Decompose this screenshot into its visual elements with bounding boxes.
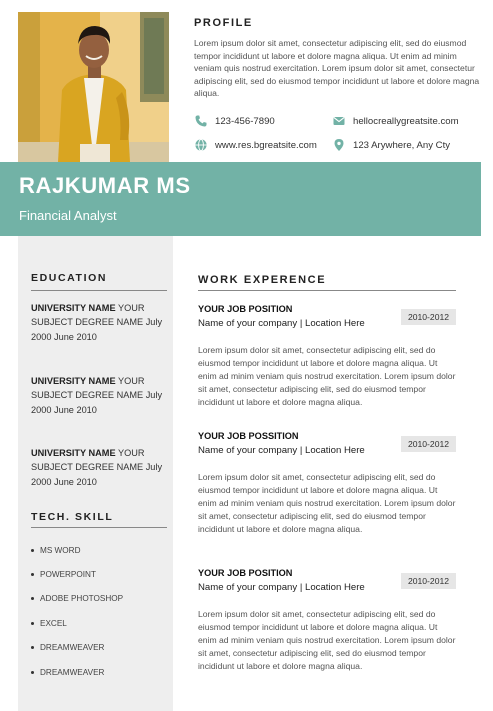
skill-label: DREAMWEAVER (40, 643, 105, 653)
skill-item (31, 587, 171, 611)
bullet-icon (31, 671, 34, 674)
work-divider (198, 290, 456, 291)
skill-item (31, 538, 171, 562)
skill-label: DREAMWEAVER (40, 667, 105, 677)
profile-photo (18, 12, 169, 162)
skill-label: MS WORD (40, 545, 81, 555)
job-position: YOUR JOB POSSITION (198, 431, 299, 441)
email-icon (332, 114, 346, 128)
name-banner (0, 162, 481, 236)
profile-section (194, 17, 484, 100)
skill-label: ADOBE PHOTOSHOP (40, 594, 124, 604)
contact-section (194, 114, 484, 162)
contact-phone (194, 114, 275, 128)
bullet-icon (31, 597, 34, 600)
contact-row (194, 138, 484, 162)
work-title: WORK EXPERENCE (198, 274, 327, 286)
profile-title: PROFILE (194, 17, 253, 29)
skill-item (31, 611, 171, 635)
skill-label: POWERPOINT (40, 570, 96, 580)
contact-website (194, 138, 317, 152)
job-company: Name of your company | Location Here (198, 582, 365, 593)
job-title: Financial Analyst (19, 208, 117, 223)
work-section (198, 274, 458, 286)
bullet-icon (31, 646, 34, 649)
person-name: RAJKUMAR MS (19, 173, 191, 198)
job-description: Lorem ipsum dolor sit amet, consectetur adipiscing elit, sed do eiusmod tempor incididunt ut labore et dolore magna aliqua. Ut enim ad minim veniam quis nostrud exercitation. Lorem ipsum dolor sit amet, consectetur adipiscing elit, sed do eiusmod tempor incididunt ut labore et dolore magna aliqua. (198, 609, 456, 671)
skill-item (31, 562, 171, 586)
job-position: YOUR JOB POSITION (198, 304, 293, 314)
skills-list (31, 538, 171, 684)
job-company: Name of your company | Location Here (198, 318, 365, 329)
bullet-icon (31, 622, 34, 625)
job-years-badge: 2010-2012 (401, 436, 456, 452)
education-entry (31, 446, 167, 489)
contact-email (332, 114, 459, 128)
job-entry (198, 304, 456, 409)
job-description: Lorem ipsum dolor sit amet, consectetur adipiscing elit, sed do eiusmod tempor incididunt ut labore et dolore magna aliqua. Ut enim ad minim veniam quis nostrud exercitation. Lorem ipsum dolor sit amet, consectetur adipiscing elit, sed do eiusmod tempor incididunt ut labore et dolore magna aliqua. (198, 345, 456, 407)
university-name: UNIVERSITY NAME (31, 303, 116, 313)
degree-details: YOUR SUBJECT DEGREE NAME July 2000 June 2010 (31, 376, 163, 415)
job-position: YOUR JOB POSITION (198, 568, 293, 578)
education-entry (31, 301, 167, 344)
university-name: UNIVERSITY NAME (31, 376, 116, 386)
job-years-badge: 2010-2012 (401, 309, 456, 325)
phone-icon (194, 114, 208, 128)
phone-text: 123-456-7890 (215, 115, 275, 127)
contact-row (194, 114, 484, 138)
job-description: Lorem ipsum dolor sit amet, consectetur adipiscing elit, sed do eiusmod tempor incididunt ut labore et dolore magna aliqua. Ut enim ad minim veniam quis nostrud exercitation. Lorem ipsum dolor sit amet, consectetur adipiscing elit, sed do eiusmod tempor incididunt ut labore et dolore magna aliqua. (198, 472, 456, 534)
skill-label: EXCEL (40, 618, 67, 628)
address-text: 123 Arywhere, Any Cty (353, 139, 451, 151)
location-pin-icon (332, 138, 346, 152)
email-text: hellocreallygreatsite.com (353, 115, 459, 127)
skill-item (31, 636, 171, 660)
job-entry (198, 431, 456, 536)
globe-icon (194, 138, 208, 152)
job-company: Name of your company | Location Here (198, 445, 365, 456)
degree-details: YOUR SUBJECT DEGREE NAME July 2000 June 2010 (31, 303, 163, 342)
website-text: www.res.bgreatsite.com (215, 139, 317, 151)
education-entry (31, 374, 167, 417)
education-title: EDUCATION (31, 272, 108, 284)
skills-title: TECH. SKILL (31, 511, 114, 523)
degree-details: YOUR SUBJECT DEGREE NAME July 2000 June 2010 (31, 448, 163, 487)
sidebar (18, 236, 173, 711)
job-entry (198, 568, 456, 673)
profile-text: Lorem ipsum dolor sit amet, consectetur adipiscing elit, sed do eiusmod tempor incididunt ut labore et dolore magna aliqua. Ut enim ad minim veniam quis nostrud exercitation. Lorem ipsum dolor sit amet, consectetur adipiscing elit, sed do eiusmod tempor incididunt ut labore et dolore magna aliqua. (194, 38, 480, 99)
bullet-icon (31, 549, 34, 552)
university-name: UNIVERSITY NAME (31, 448, 116, 458)
education-divider (31, 290, 167, 291)
contact-address (332, 138, 450, 152)
job-years-badge: 2010-2012 (401, 573, 456, 589)
bullet-icon (31, 573, 34, 576)
skill-item (31, 660, 171, 684)
skills-divider (31, 527, 167, 528)
